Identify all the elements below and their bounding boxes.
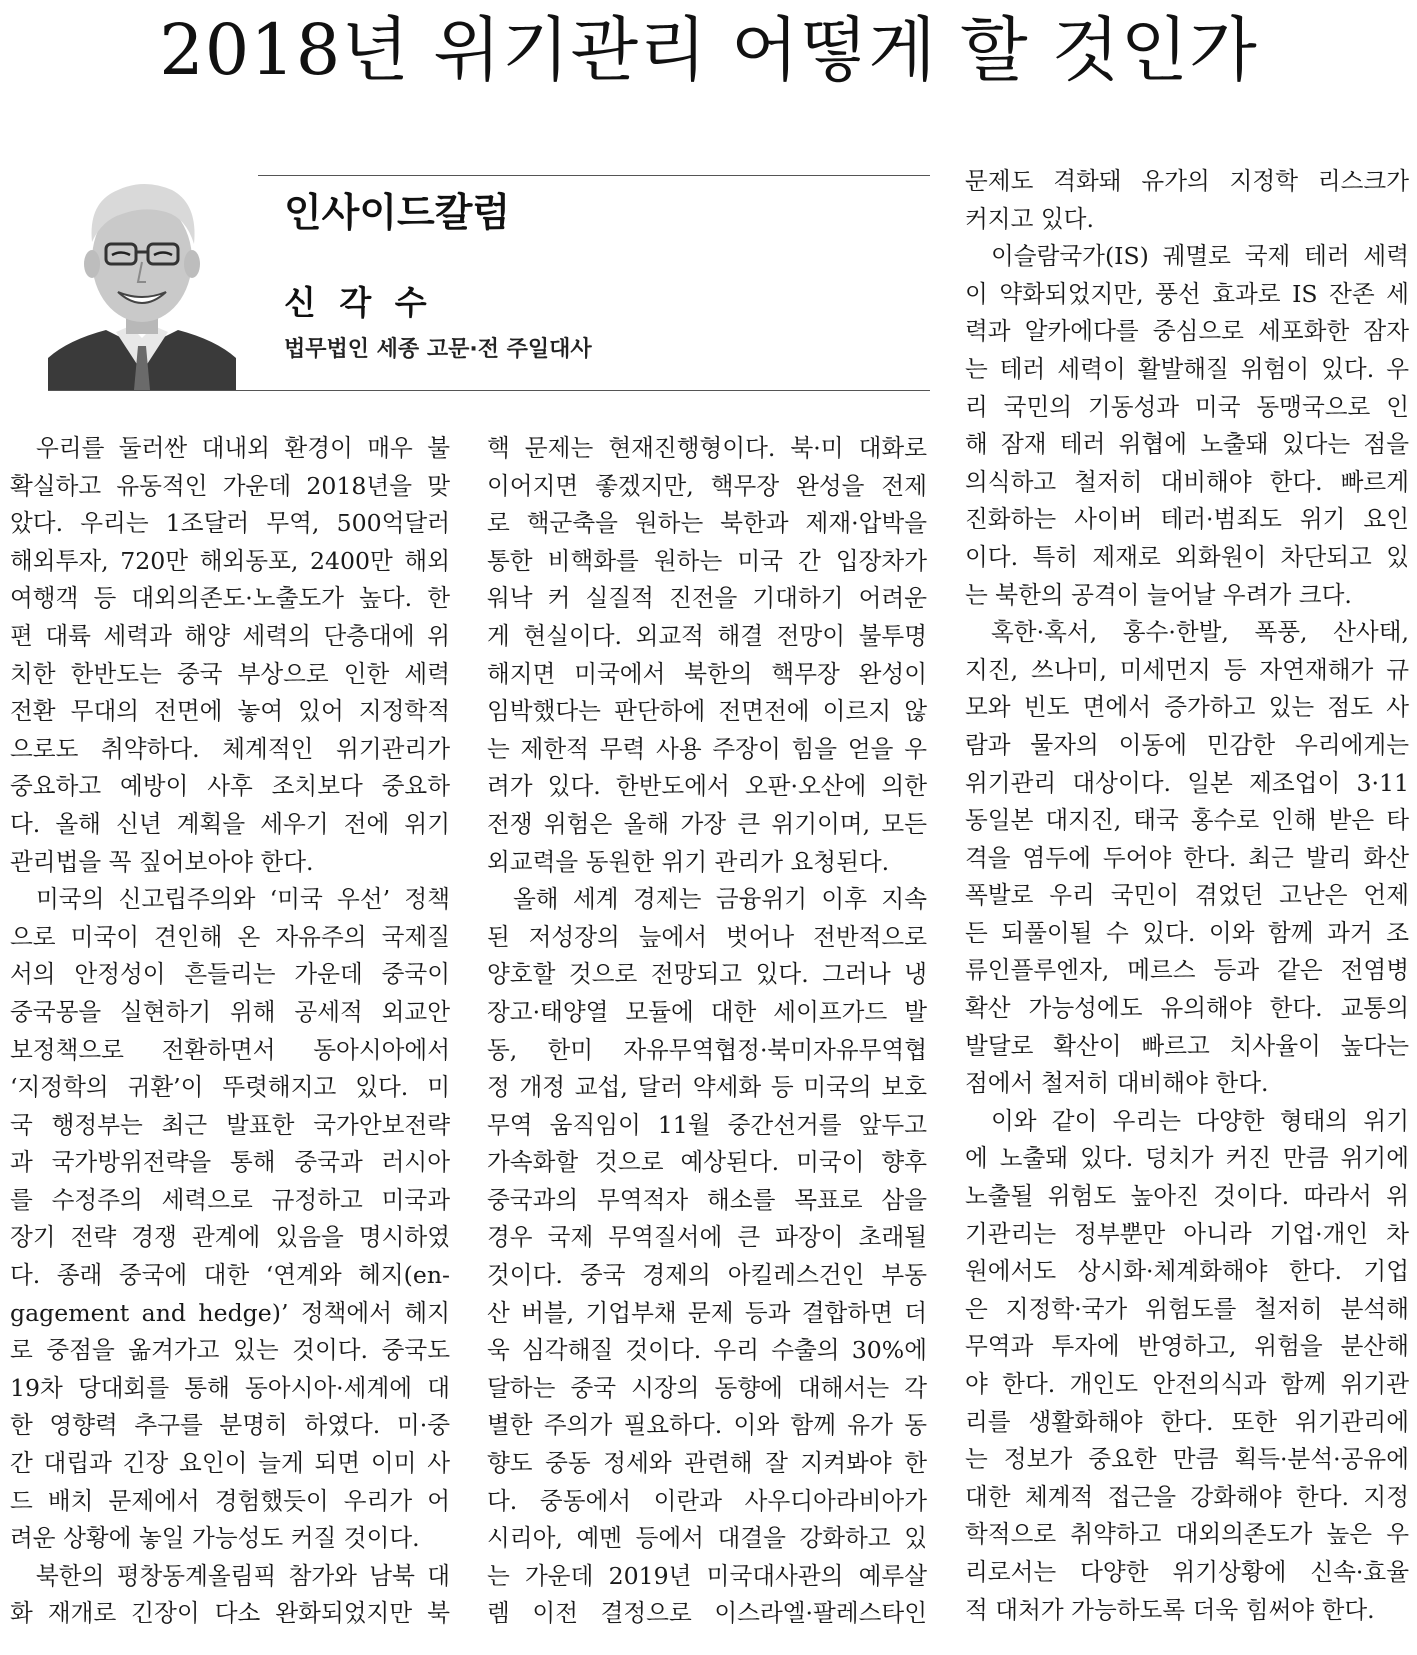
article-line: 국 행정부는 최근 발표한 국가안보전략 [10,1110,450,1139]
article-line: 이어지면 좋겠지만, 핵무장 완성을 전제 [487,471,927,500]
article-line: 기관리는 정부뿐만 아니라 기업·개인 차 [965,1219,1409,1248]
article-line: 여행객 등 대외의존도·노출도가 높다. 한 [10,584,450,613]
article-line: 산 버블, 기업부채 문제 등과 결합하면 더 [487,1298,927,1327]
article-line: 리를 생활화해야 한다. 또한 위기관리에 [965,1407,1409,1436]
article-line: 게 현실이다. 외교적 해결 전망이 불투명 [487,621,927,650]
article-line: 이다. 특히 제재로 외화원이 차단되고 있 [965,542,1409,571]
article-line: 폭발로 우리 국민이 겪었던 고난은 언제 [965,881,1409,910]
article-line: 중요하고 예방이 사후 조치보다 중요하 [10,772,450,801]
article-line: 별한 주의가 필요하다. 이와 함께 유가 동 [487,1411,927,1440]
article-line: 위기관리 대상이다. 일본 제조업이 3·11 [965,768,1409,797]
article-line: 장기 전략 경쟁 관계에 있음을 명시하였 [10,1223,450,1252]
article-line: 다. 올해 신년 계획을 세우기 전에 위기 [10,809,450,838]
article-line: 모와 빈도 면에서 증가하고 있는 점도 사 [965,693,1409,722]
article-line: 다. 중동에서 이란과 사우디아라비아가 [487,1486,927,1515]
article-line: 류인플루엔자, 메르스 등과 같은 전염병 [965,956,1409,985]
article-line: 지진, 쓰나미, 미세먼지 등 자연재해가 규 [965,655,1409,684]
article-line: 서의 안정성이 흔들리는 가운데 중국이 [10,960,450,989]
article-line: 북한의 평창동계올림픽 참가와 남북 대 [36,1561,450,1590]
article-line: 중국몽을 실현하기 위해 공세적 외교안 [10,997,450,1026]
article-line: ‘지정학의 귀환’이 뚜렷해지고 있다. 미 [10,1073,450,1102]
article-line: 워낙 커 실질적 진전을 기대하기 어려운 [487,584,927,613]
article-line: 로 중점을 옮겨가고 있는 것이다. 중국도 [10,1336,450,1365]
article-line: 과 국가방위전략을 통해 중국과 러시아 [10,1148,450,1177]
article-line: 노출될 위험도 높아진 것이다. 따라서 위 [965,1182,1409,1211]
article-line: 시리아, 예멘 등에서 대결을 강화하고 있 [487,1524,927,1553]
article-line: 관리법을 꼭 짚어보아야 한다. [10,847,314,876]
article-line: 았다. 우리는 1조달러 무역, 500억달러 [10,509,450,538]
article-line: 확산 가능성에도 유의해야 한다. 교통의 [965,994,1409,1023]
article-line: 는 제한적 무력 사용 주장이 힘을 얻을 우 [487,734,927,763]
header-rule-top [258,175,930,176]
article-line: 치한 한반도는 중국 부상으로 인한 세력 [10,659,450,688]
article-column-1 [10,430,450,1633]
article-line: 전환 무대의 전면에 놓여 있어 지정학적 [10,697,450,726]
article-line: 력과 알카에다를 중심으로 세포화한 잠자 [965,317,1409,346]
article-line: 진화하는 사이버 테러·범죄도 위기 요인 [965,505,1409,534]
article-line: 려가 있다. 한반도에서 오판·오산에 의한 [487,772,927,801]
article-line: 드 배치 문제에서 경험했듯이 우리가 어 [10,1486,450,1515]
article-line: 든 되풀이될 수 있다. 이와 함께 과거 조 [965,918,1409,947]
headline: 2018년 위기관리 어떻게 할 것인가 [159,9,1258,91]
article-line: 된 저성장의 늪에서 벗어나 전반적으로 [487,922,927,951]
article-line: 핵 문제는 현재진행형이다. 북·미 대화로 [487,434,927,462]
article-line: 동, 한미 자유무역협정·북미자유무역협 [487,1035,927,1064]
article-column-3 [965,163,1409,1629]
article-line: 향도 중동 정세와 관련해 잘 지켜봐야 한 [487,1449,927,1478]
article-line: 으로 미국이 견인해 온 자유주의 국제질 [10,922,450,951]
article-line: 19차 당대회를 통해 동아시아·세계에 대 [10,1373,450,1402]
article-line: 은 지정학·국가 위험도를 철저히 분석해 [965,1294,1409,1323]
article-line: 확실하고 유동적인 가운데 2018년을 맞 [10,471,450,500]
article-line: 무역과 투자에 반영하고, 위험을 분산해 [965,1332,1409,1361]
article-line: 대한 체계적 접근을 강화해야 한다. 지정 [965,1482,1409,1511]
author-name: 신 각 수 [284,283,433,322]
article-line: 를 수정주의 세력으로 규정하고 미국과 [10,1185,450,1214]
article-line: 점에서 철저히 대비해야 한다. [965,1069,1269,1098]
article-line: 적 대처가 가능하도록 더욱 힘써야 한다. [965,1595,1375,1624]
article-line: 달하는 중국 시장의 동향에 대해서는 각 [487,1373,927,1402]
article-line: 리 국민의 기동성과 미국 동맹국으로 인 [965,392,1409,421]
article-line: 것이다. 중국 경제의 아킬레스건인 부동 [487,1261,927,1290]
article-line: 무역 움직임이 11월 중간선거를 앞두고 [487,1110,927,1139]
column-label: 인사이드칼럼 [284,191,511,236]
article-column-2 [487,430,927,1633]
article-line: 원에서도 상시화·체계화해야 한다. 기업 [965,1257,1409,1286]
article-line: 람과 물자의 이동에 민감한 우리에게는 [965,730,1409,759]
article-line: 정 개정 교섭, 달러 약세화 등 미국의 보호 [487,1073,927,1102]
article-line: 욱 심각해질 것이다. 우리 수출의 30%에 [487,1336,927,1365]
article-line: 는 테러 세력이 활발해질 위험이 있다. 우 [965,354,1409,383]
article-line: 이슬람국가(IS) 궤멸로 국제 테러 세력 [991,242,1409,271]
article-line: 이 약화되었지만, 풍선 효과로 IS 잔존 세 [965,279,1409,308]
article-line: 편 대륙 세력과 해양 세력의 단층대에 위 [10,621,450,650]
article-line: 는 정보가 중요한 만큼 획득·분석·공유에 [965,1445,1409,1474]
article-line: 해 잠재 테러 위협에 노출돼 있다는 점을 [965,430,1409,459]
article-line: 경우 국제 무역질서에 큰 파장이 초래될 [487,1223,927,1252]
article-line: 양호할 것으로 전망되고 있다. 그러나 냉 [487,960,927,989]
article-line: 간 대립과 긴장 요인이 늘게 되면 이미 사 [10,1449,450,1478]
article-line: 발달로 확산이 빠르고 치사율이 높다는 [965,1031,1409,1060]
article-line: 한 영향력 추구를 분명히 하였다. 미·중 [10,1411,450,1440]
article-line: 통한 비핵화를 원하는 미국 간 입장차가 [487,546,927,575]
article-line: 에 노출돼 있다. 덩치가 커진 만큼 위기에 [965,1144,1409,1173]
article-line: 가속화할 것으로 예상된다. 미국이 향후 [487,1148,927,1177]
article-line: 격을 염두에 두어야 한다. 최근 발리 화산 [965,843,1409,872]
article-line: 는 가운데 2019년 미국대사관의 예루살 [487,1561,927,1590]
article-line: 해외투자, 720만 해외동포, 2400만 해외 [10,546,450,575]
article-line: 해지면 미국에서 북한의 핵무장 완성이 [487,659,927,688]
article-line: 전쟁 위험은 올해 가장 큰 위기이며, 모든 [487,809,927,838]
article-line: 미국의 신고립주의와 ‘미국 우선’ 정책 [36,885,450,914]
article-line: 의식하고 철저히 대비해야 한다. 빠르게 [965,467,1409,496]
header-rule-bottom [48,390,930,391]
article-line: 올해 세계 경제는 금융위기 이후 지속 [513,885,927,914]
article-line: 이와 같이 우리는 다양한 형태의 위기 [991,1106,1409,1135]
article-line: 다. 종래 중국에 대한 ‘연계와 헤지(en- [10,1261,450,1290]
author-portrait-image [48,162,236,390]
author-title: 법무법인 세종 고문·전 주일대사 [284,337,592,362]
article-line: 렘 이전 결정으로 이스라엘·팔레스타인 [487,1599,927,1628]
article-line: 문제도 격화돼 유가의 지정학 리스크가 [965,167,1409,195]
article-line: 장고·태양열 모듈에 대한 세이프가드 발 [487,997,927,1026]
article-line: 학적으로 취약하고 대외의존도가 높은 우 [965,1520,1409,1549]
article-line: 야 한다. 개인도 안전의식과 함께 위기관 [965,1370,1409,1398]
article-line: 보정책으로 전환하면서 동아시아에서 [10,1035,450,1064]
article-line: 으로도 취약하다. 체계적인 위기관리가 [10,734,450,763]
article-line: 커지고 있다. [965,204,1094,233]
article-line: 는 북한의 공격이 늘어날 우려가 크다. [965,580,1352,609]
article-line: 화 재개로 긴장이 다소 완화되었지만 북 [10,1599,450,1628]
article-line: 외교력을 동원한 위기 관리가 요청된다. [487,847,890,876]
article-line: 로 핵군축을 원하는 북한과 제재·압박을 [487,509,927,538]
article-line: 우리를 둘러싼 대내외 환경이 매우 불 [36,434,450,462]
article-line: gagement and hedge)’ 정책에서 헤지 [10,1298,450,1327]
article-line: 려운 상황에 놓일 가능성도 커질 것이다. [10,1524,420,1553]
article-line: 임박했다는 판단하에 전면전에 이르지 않 [487,697,927,726]
article-line: 혹한·혹서, 홍수·한발, 폭풍, 산사태, [991,618,1409,647]
article-line: 리로서는 다양한 위기상황에 신속·효율 [965,1557,1409,1586]
author-photo [48,162,236,390]
article-line: 중국과의 무역적자 해소를 목표로 삼을 [487,1185,927,1214]
article-line: 동일본 대지진, 태국 홍수로 인해 받은 타 [965,806,1409,835]
